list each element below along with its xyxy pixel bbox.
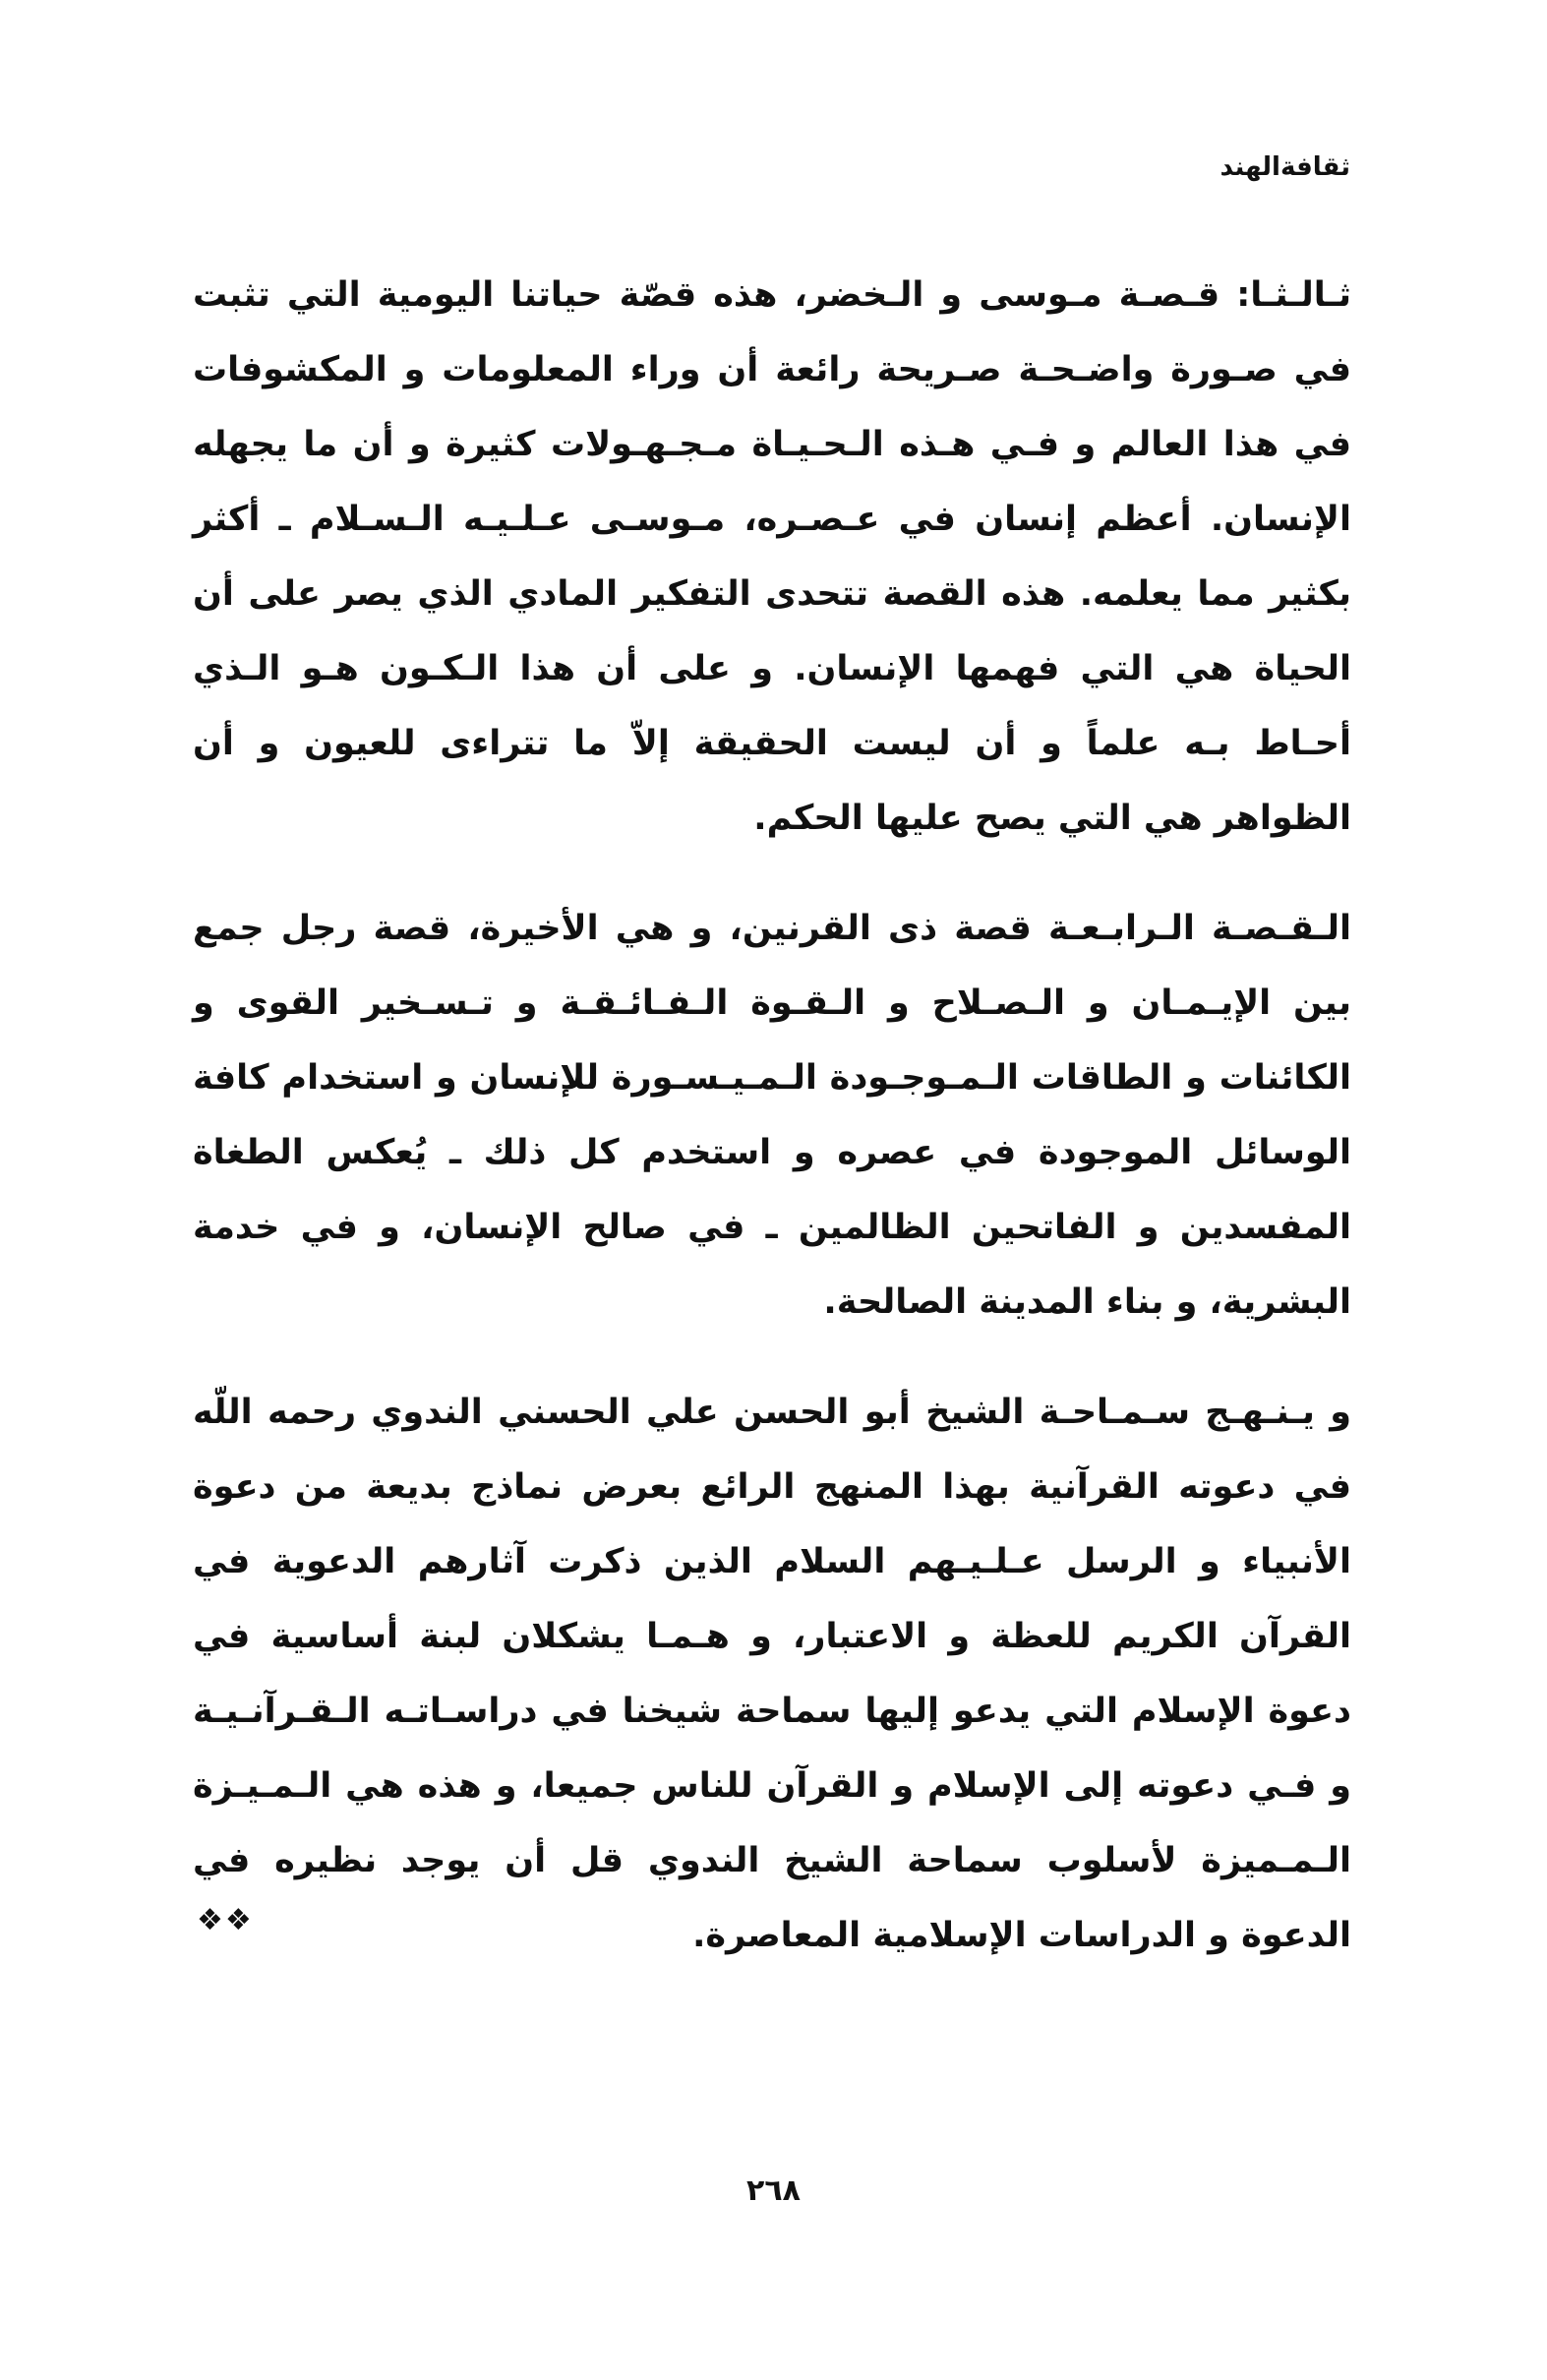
paragraph-dhul-qarnayn: الـقـصـة الـرابـعـة قصة ذى القرنين، و هي الأخيرة، قصة رجل جمع بين الإيـمـان و الـصـلاح و الـقـوة الـفـائـقـة و تـسـخير القوى و الكائنات و الطاقات الـمـوجـودة الـمـيـسـورة للإنسان و استخدام كافة الوسائل الموجودة في عصره و استخدم كل ذلك ـ يُعكس الطغاة المفسدين و الفاتحين الظالمين ـ في صالح الإنسان، و في خدمة البشرية، و بناء المدينة الصالحة.: [193, 909, 1351, 1322]
page-number: ٢٦٨: [746, 2173, 801, 2208]
paragraph-musa-khidr: ثـالـثـا: قـصـة مـوسى و الـخضر، هذه قصّة حياتنا اليومية التي تثبت في صـورة واضـحـة صـريحة رائعة أن وراء المعلومات و المكشوفات في هذا العالم و فـي هـذه الـحـيـاة مـجـهـولات كثيرة و أن ما يجهله الإنسان. أعظم إنسان في عـصـره، مـوسـى عـلـيـه الـسـلام ـ أكثر بكثير مما يعلمه. هذه القصة تتحدى التفكير المادي الذي يصر على أن الحياة هي التي فهمها الإنسان. و على أن هذا الـكـون هـو الـذي أحـاط بـه علماً و أن ليست الحقيقة إلاّ ما تتراءى للعيون و أن الظواهر هي التي يصح عليها الحكم.: [193, 275, 1351, 838]
paragraph-nadwi-method: و يـنـهـج سـمـاحـة الشيخ أبو الحسن علي الحسني الندوي رحمه اللّه في دعوته القرآنية بهذا المنهج الرائع بعرض نماذج بديعة من دعوة الأنبياء و الرسل عـلـيـهم السلام الذين ذكرت آثارهم الدعوية في القرآن الكريم للعظة و الاعتبار، و هـمـا يشكلان لبنة أساسية في دعوة الإسلام التي يدعو إليها سماحة شيخنا في دراسـاتـه الـقـرآنـيـة و فـي دعوته إلى الإسلام و القرآن للناس جميعا، و هذه هي الـمـيـزة الـمـميزة لأسلوب سماحة الشيخ الندوي قل أن يوجد نظيره في الدعوة و الدراسات الإسلامية المعاصرة.: [193, 1393, 1351, 1955]
section-end-ornament-icon: ❖❖: [197, 1903, 254, 1937]
running-header-title: ثقافةالهند: [1220, 152, 1350, 182]
body-text: [193, 258, 1351, 2008]
